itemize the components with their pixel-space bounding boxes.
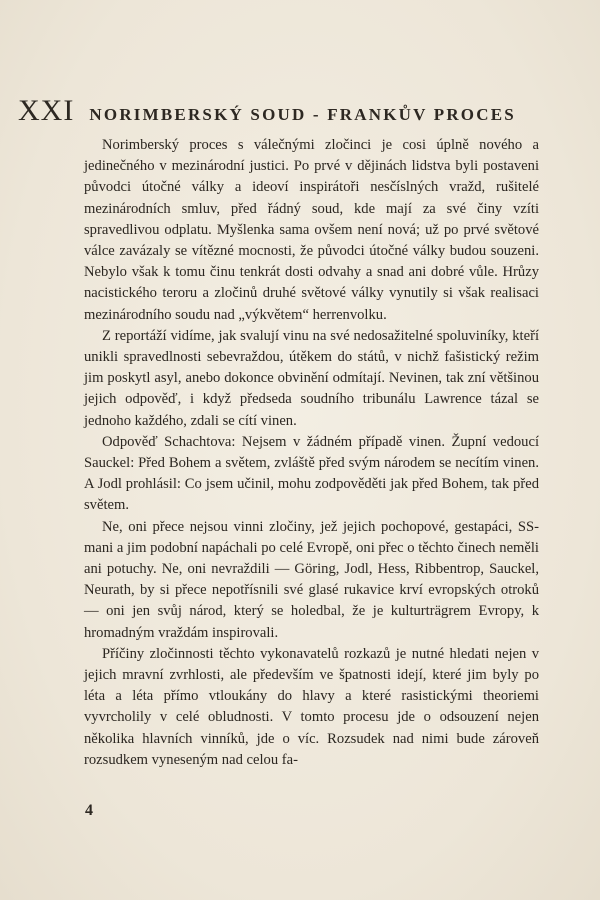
- paragraph: Odpověď Schachtova: Nejsem v žádném případě vinen. Župní vedoucí Sauckel: Před Bohem a světem, zvláště před svým národem se necítím vinen. A Jodl prohlásil: Co jsem učinil, mohu zodpověděti jak před Bohem, tak před světem.: [84, 433, 539, 514]
- paragraph: Norimberský proces s válečnými zločinci je cosi úplně nového a jedinečného v mezinárodní justici. Po prvé v dějinách lidstva byli postaveni původci útočné války a ideoví inspirátoři nesčíslných vražd, rušitelé mezinárodních smluv, před řádný soud, kde mají za své činy vzíti spravedlivou odplatu. Myšlenka sama ovšem není nová; už po prvé světové válce zavázaly se vítězné mocnosti, že původci útočné války budou souzeni. Nebylo však k tomu činu tenkrát dosti odvahy a snad ani dobré vůle. Hrůzy nacistického teroru a zločinů druhé světové války vynutily si však realisaci mezinárodního soudu nad „výkvětem“ herrenvolku.: [84, 137, 539, 323]
- chapter-body: [84, 135, 539, 771]
- page-number: 4: [85, 802, 93, 819]
- paragraph: Z reportáží vidíme, jak svalují vinu na své nedosažitelné spoluviníky, kteří unikli spravedlnosti sebevraždou, útěkem do států, v nichž fašistický režim jim poskytl asyl, anebo dokonce obvinění odmítají. Nevinen, tak zní většinou jejich odpověď, i když předseda soudního tribunálu Lawrence tázal se jednoho každého, zdali se cítí vinen.: [84, 327, 539, 429]
- paragraph: Příčiny zločinnosti těchto vykonavatelů rozkazů je nutné hledati nejen v jejich mravní zvrhlosti, ale především ve špatnosti idejí, které jim byly po léta a léta přímo vtloukány do hlavy a které rasistickými theoriemi vyvrcholily v celé obludnosti. V tomto procesu jde o odsouzení nejen několika hlavních vinníků, jde o víc. Rozsudek nad nimi bude zároveň rozsudkem vyneseným nad celou fa-: [84, 645, 539, 768]
- chapter-heading: [18, 94, 578, 128]
- chapter-title: NORIMBERSKÝ SOUD - FRANKŮV PROCES: [89, 105, 516, 124]
- chapter-number: XXI: [18, 94, 75, 127]
- paragraph: Ne, oni přece nejsou vinni zločiny, jež jejich pochopové, gestapáci, SS-mani a jim podobní napáchali po celé Evropě, oni přec o těchto činech neměli ani potuchy. Ne, oni nevraždili — Göring, Jodl, Hess, Ribbentrop, Sauckel, Neurath, by si přece nepotřísnili své glasé rukavice krví evropských otroků — oni jen svůj národ, který se holedbal, že je kulturträgrem Evropy, k hromadným vraždám inspirovali.: [84, 518, 539, 641]
